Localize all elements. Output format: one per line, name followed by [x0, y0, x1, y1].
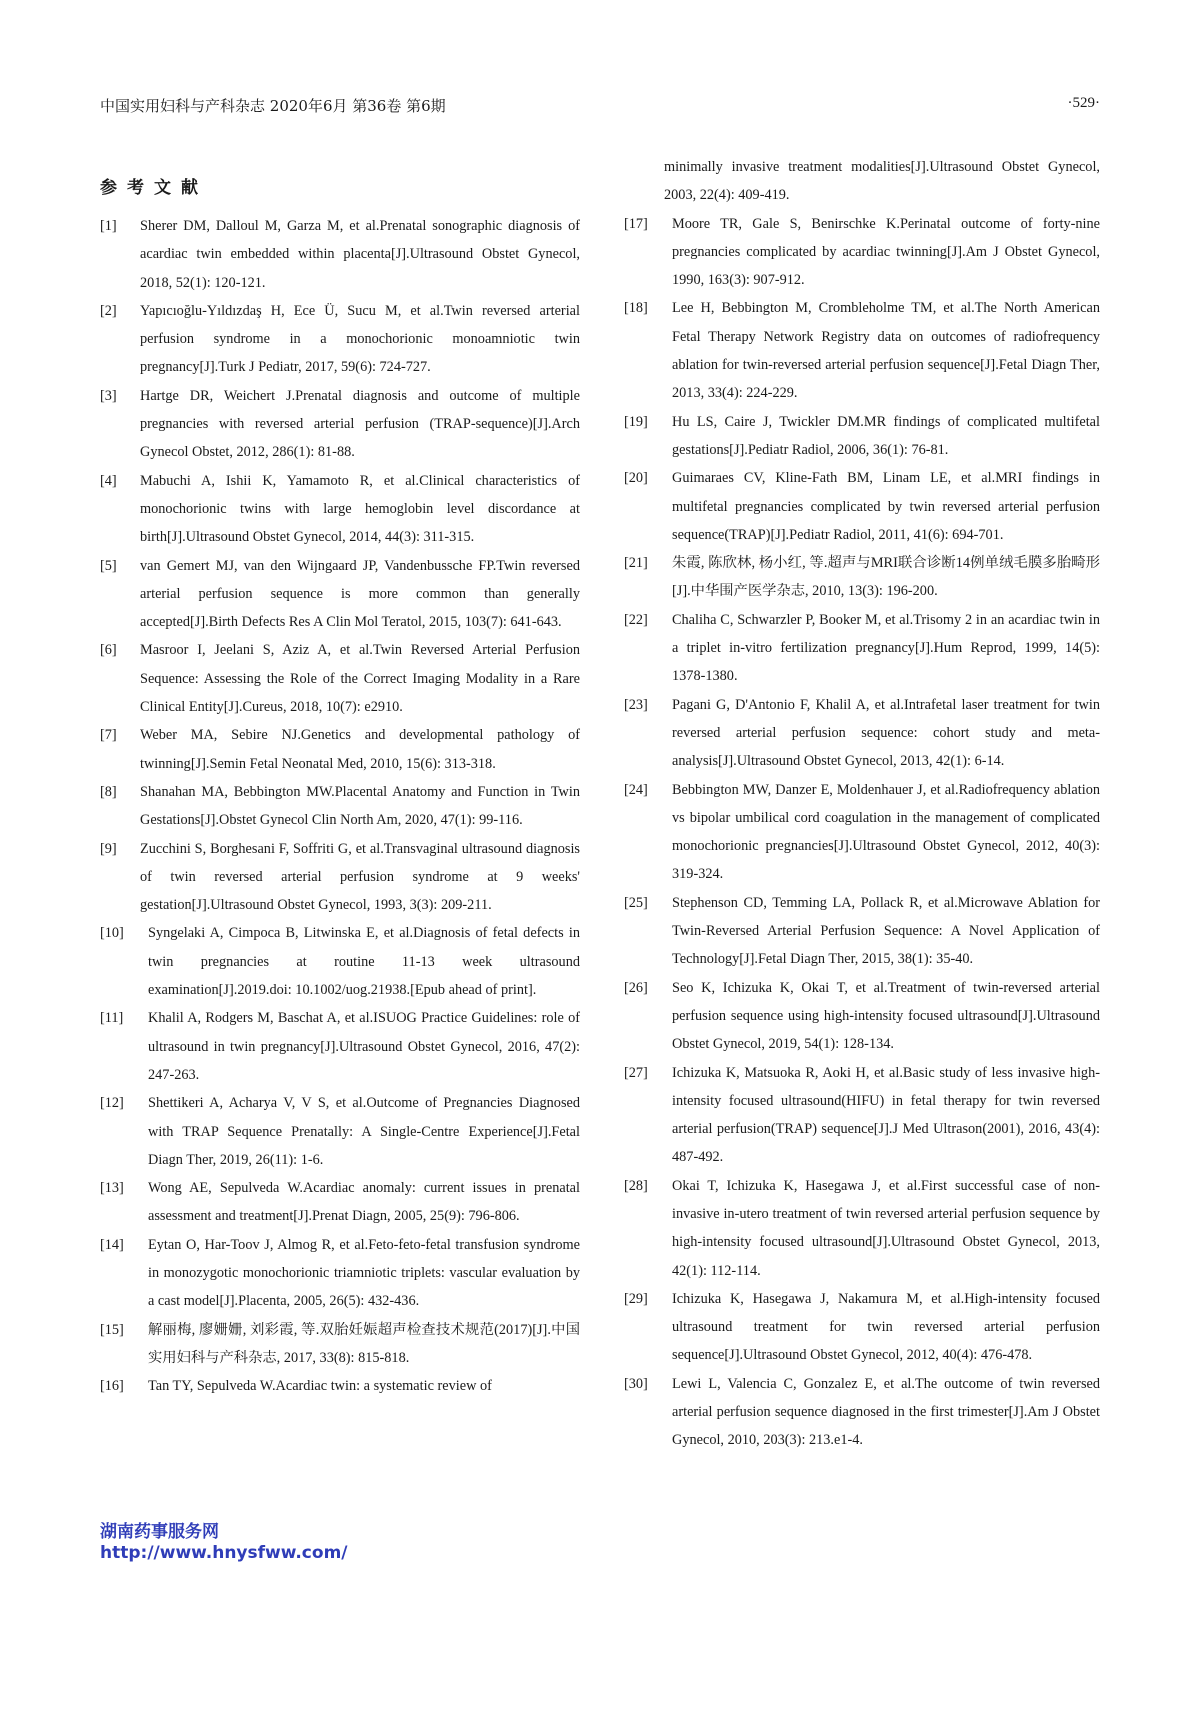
- reference-text: Seo K, Ichizuka K, Okai T, et al.Treatment of twin-reversed arterial perfusion sequence using high-intensity focused ultrasound[J].Ultrasound Obstet Gynecol, 2019, 54(1): 128-134.: [672, 979, 1100, 1053]
- reference-number: [16]: [100, 1378, 124, 1395]
- reference-number: [27]: [624, 1064, 648, 1081]
- reference-number: [20]: [624, 470, 648, 487]
- reference-item: [624, 974, 1100, 1059]
- reference-item: [100, 467, 580, 552]
- reference-list-left: [100, 212, 580, 1400]
- reference-text: Hartge DR, Weichert J.Prenatal diagnosis and outcome of multiple pregnancies with reversed arterial perfusion (TRAP-sequence)[J].Arch Gynecol Obstet, 2012, 286(1): 81-88.: [140, 387, 580, 461]
- reference-number: [26]: [624, 979, 648, 996]
- reference-text: Lee H, Bebbington M, Crombleholme TM, et al.The North American Fetal Therapy Network Registry data on outcomes of radiofrequency ablation for twin-reversed arterial perfusion sequence[J].Fetal Diagn Ther, 2013, 33(4): 224-229.: [672, 300, 1100, 402]
- reference-item: [100, 382, 580, 467]
- reference-item: [624, 1059, 1100, 1172]
- reference-text: Chaliha C, Schwarzler P, Booker M, et al.Trisomy 2 in an acardiac twin in a triplet in-vitro fertilization pregnancy[J].Hum Reprod, 1999, 14(5): 1378-1380.: [672, 611, 1100, 685]
- reference-text: Weber MA, Sebire NJ.Genetics and developmental pathology of twinning[J].Semin Fetal Neonatal Med, 2010, 15(6): 313-318.: [140, 727, 580, 772]
- reference-number: [2]: [100, 302, 117, 319]
- reference-item: [624, 889, 1100, 974]
- reference-number: [23]: [624, 696, 648, 713]
- reference-text: Moore TR, Gale S, Benirschke K.Perinatal outcome of forty-nine pregnancies complicated by acardiac twinning[J].Am J Obstet Gynecol, 1990, 163(3): 907-912.: [672, 215, 1100, 289]
- reference-text: Lewi L, Valencia C, Gonzalez E, et al.The outcome of twin reversed arterial perfusion sequence diagnosed in the first trimester[J].Am J Obstet Gynecol, 2010, 203(3): 213.e1-4.: [672, 1375, 1100, 1449]
- reference-item: [624, 464, 1100, 549]
- reference-number: [4]: [100, 472, 117, 489]
- reference-text: Bebbington MW, Danzer E, Moldenhauer J, et al.Radiofrequency ablation vs bipolar umbilical cord coagulation in the management of complicated monochorionic pregnancies[J].Ultrasound Obstet Gynecol, 2012, 40(3): 319-324.: [672, 781, 1100, 883]
- reference-text: Eytan O, Har-Toov J, Almog R, et al.Feto-feto-fetal transfusion syndrome in monozygotic monochorionic triamniotic triplets: vascular evaluation by a cast model[J].Placenta, 2005, 26(5): 432-436.: [148, 1236, 580, 1310]
- reference-text: Tan TY, Sepulveda W.Acardiac twin: a systematic review of: [148, 1378, 492, 1395]
- reference-text: 朱霞, 陈欣林, 杨小红, 等.超声与MRI联合诊断14例单绒毛膜多胎畸形[J].中华围产医学杂志, 2010, 13(3): 196-200.: [672, 555, 1100, 600]
- reference-number: [7]: [100, 727, 117, 744]
- reference-text: 解丽梅, 廖姗姗, 刘彩霞, 等.双胎妊娠超声检查技术规范(2017)[J].中国实用妇科与产科杂志, 2017, 33(8): 815-818.: [148, 1321, 580, 1366]
- reference-text: Ichizuka K, Hasegawa J, Nakamura M, et al.High-intensity focused ultrasound treatment for twin reversed arterial perfusion sequence[J].Ultrasound Obstet Gynecol, 2012, 40(4): 476-478.: [672, 1290, 1100, 1364]
- reference-item: [624, 549, 1100, 606]
- reference-item: [624, 294, 1100, 407]
- reference-number: [13]: [100, 1180, 124, 1197]
- reference-number: [25]: [624, 894, 648, 911]
- reference-text: Mabuchi A, Ishii K, Yamamoto R, et al.Clinical characteristics of monochorionic twins with large hemoglobin level discordance at birth[J].Ultrasound Obstet Gynecol, 2014, 44(3): 311-315.: [140, 472, 580, 546]
- reference-item: [624, 691, 1100, 776]
- reference-item: [624, 1285, 1100, 1370]
- reference-item: [100, 919, 580, 1004]
- reference-item: [100, 1316, 580, 1373]
- reference-text: Sherer DM, Dalloul M, Garza M, et al.Prenatal sonographic diagnosis of acardiac twin embedded within placenta[J].Ultrasound Obstet Gynecol, 2018, 52(1): 120-121.: [140, 218, 580, 291]
- reference-text: Okai T, Ichizuka K, Hasegawa J, et al.First successful case of non-invasive in-utero treatment of twin reversed arterial perfusion sequence by high-intensity focused ultrasound[J].Ultrasound Obstet Gynecol, 2013, 42(1): 112-114.: [672, 1177, 1100, 1279]
- reference-text: Shettikeri A, Acharya V, V S, et al.Outcome of Pregnancies Diagnosed with TRAP Sequence Prenatally: A Single-Centre Experience[J].Fetal Diagn Ther, 2019, 26(11): 1-6.: [148, 1095, 580, 1168]
- reference-text: Khalil A, Rodgers M, Baschat A, et al.ISUOG Practice Guidelines: role of ultrasound in twin pregnancy[J].Ultrasound Obstet Gynecol, 2016, 47(2): 247-263.: [148, 1010, 580, 1083]
- reference-number: [10]: [100, 925, 124, 942]
- reference-number: [12]: [100, 1095, 124, 1112]
- reference-text: Wong AE, Sepulveda W.Acardiac anomaly: current issues in prenatal assessment and treatment[J].Prenat Diagn, 2005, 25(9): 796-806.: [148, 1180, 580, 1225]
- reference-text: Guimaraes CV, Kline-Fath BM, Linam LE, et al.MRI findings in multifetal pregnancies complicated by twin reversed arterial perfusion sequence(TRAP)[J].Pediatr Radiol, 2011, 41(6): 694-701.: [672, 470, 1100, 543]
- reference-list-right: [624, 210, 1100, 1455]
- reference-item: [100, 1089, 580, 1174]
- reference-item: [100, 212, 580, 297]
- references-heading: 参考文献: [100, 178, 208, 198]
- reference-text: Masroor I, Jeelani S, Aziz A, et al.Twin Reversed Arterial Perfusion Sequence: Assessing the Role of the Correct Imaging Modality in a Rare Clinical Entity[J].Cureus, 2018, 10(7): e2910.: [140, 642, 580, 716]
- reference-text: Stephenson CD, Temming LA, Pollack R, et al.Microwave Ablation for Twin-Reversed Arterial Perfusion Sequence: A Novel Application of Technology[J].Fetal Diagn Ther, 2015, 38(1): 35-40.: [672, 894, 1100, 968]
- reference-item: [100, 778, 580, 835]
- reference-text: Syngelaki A, Cimpoca B, Litwinska E, et al.Diagnosis of fetal defects in twin pregnancies at routine 11-13 week ultrasound examination[J].2019.doi: 10.1002/uog.21938.[Epub ahead of print].: [148, 925, 580, 999]
- journal-title: 中国实用妇科与产科杂志 2020年6月 第36卷 第6期: [100, 97, 446, 115]
- reference-text: Shanahan MA, Bebbington MW.Placental Anatomy and Function in Twin Gestations[J].Obstet Gynecol Clin North Am, 2020, 47(1): 99-116.: [140, 783, 580, 829]
- reference-number: [18]: [624, 300, 648, 317]
- reference-item: [624, 776, 1100, 889]
- reference-number: [11]: [100, 1010, 124, 1027]
- reference-number: [24]: [624, 781, 648, 798]
- reference-item: [624, 210, 1100, 295]
- reference-number: [1]: [100, 218, 117, 234]
- reference-text: Pagani G, D'Antonio F, Khalil A, et al.Intrafetal laser treatment for twin reversed arterial perfusion sequence: cohort study and meta-analysis[J].Ultrasound Obstet Gynecol, 2013, 42(1): 6-14.: [672, 696, 1100, 770]
- reference-item: [100, 297, 580, 382]
- reference-number: [22]: [624, 611, 648, 628]
- reference-number: [14]: [100, 1236, 124, 1253]
- reference-item: [624, 408, 1100, 465]
- reference-number: [28]: [624, 1177, 648, 1194]
- reference-item: [100, 1231, 580, 1316]
- reference-item: [100, 835, 580, 920]
- reference-text: Hu LS, Caire J, Twickler DM.MR findings of complicated multifetal gestations[J].Pediatr Radiol, 2006, 36(1): 76-81.: [672, 413, 1100, 458]
- reference-number: [19]: [624, 413, 648, 430]
- reference-number: [17]: [624, 215, 648, 232]
- reference-item: [100, 1372, 580, 1400]
- reference-item: [100, 1174, 580, 1231]
- reference-item: [100, 636, 580, 721]
- watermark-url[interactable]: http://www.hnysfww.com/: [100, 1543, 348, 1563]
- reference-continuation: minimally invasive treatment modalities[J].Ultrasound Obstet Gynecol, 2003, 22(4): 409-419.: [664, 159, 1100, 204]
- reference-item: [100, 1004, 580, 1089]
- reference-number: [15]: [100, 1321, 124, 1338]
- reference-number: [9]: [100, 840, 117, 857]
- watermark-site-name: 湖南药事服务网: [100, 1522, 219, 1542]
- reference-item: [624, 1172, 1100, 1285]
- reference-number: [30]: [624, 1375, 648, 1392]
- reference-number: [21]: [624, 555, 648, 572]
- reference-item: [624, 1370, 1100, 1455]
- reference-text: Yapıcıoğlu-Yıldızdaş H, Ece Ü, Sucu M, et al.Twin reversed arterial perfusion syndrome in a monochorionic monoamniotic twin pregnancy[J].Turk J Pediatr, 2017, 59(6): 724-727.: [140, 302, 580, 376]
- reference-item: [100, 721, 580, 778]
- reference-number: [8]: [100, 783, 117, 800]
- watermark: [100, 1522, 348, 1564]
- right-column: [624, 153, 1100, 1455]
- reference-text: Zucchini S, Borghesani F, Soffriti G, et al.Transvaginal ultrasound diagnosis of twin reversed arterial perfusion syndrome at 9 weeks' gestation[J].Ultrasound Obstet Gynecol, 1993, 3(3): 209-211.: [140, 840, 580, 914]
- reference-text: van Gemert MJ, van den Wijngaard JP, Vandenbussche FP.Twin reversed arterial perfusion sequence is more common than generally accepted[J].Birth Defects Res A Clin Mol Teratol, 2015, 103(7): 641-643.: [140, 557, 580, 631]
- reference-item: [100, 552, 580, 637]
- reference-item: [624, 606, 1100, 691]
- page-number: ·529·: [1067, 95, 1100, 111]
- reference-text: Ichizuka K, Matsuoka R, Aoki H, et al.Basic study of less invasive high-intensity focused ultrasound(HIFU) in fetal therapy for twin reversed arterial perfusion(TRAP) sequence[J].J Med Ultrason(2001), 2016, 43(4): 487-492.: [672, 1064, 1100, 1166]
- page-header: [100, 95, 1100, 116]
- reference-number: [29]: [624, 1290, 648, 1307]
- reference-number: [6]: [100, 642, 117, 659]
- reference-number: [5]: [100, 557, 117, 574]
- reference-number: [3]: [100, 387, 117, 404]
- left-column: [100, 160, 580, 1400]
